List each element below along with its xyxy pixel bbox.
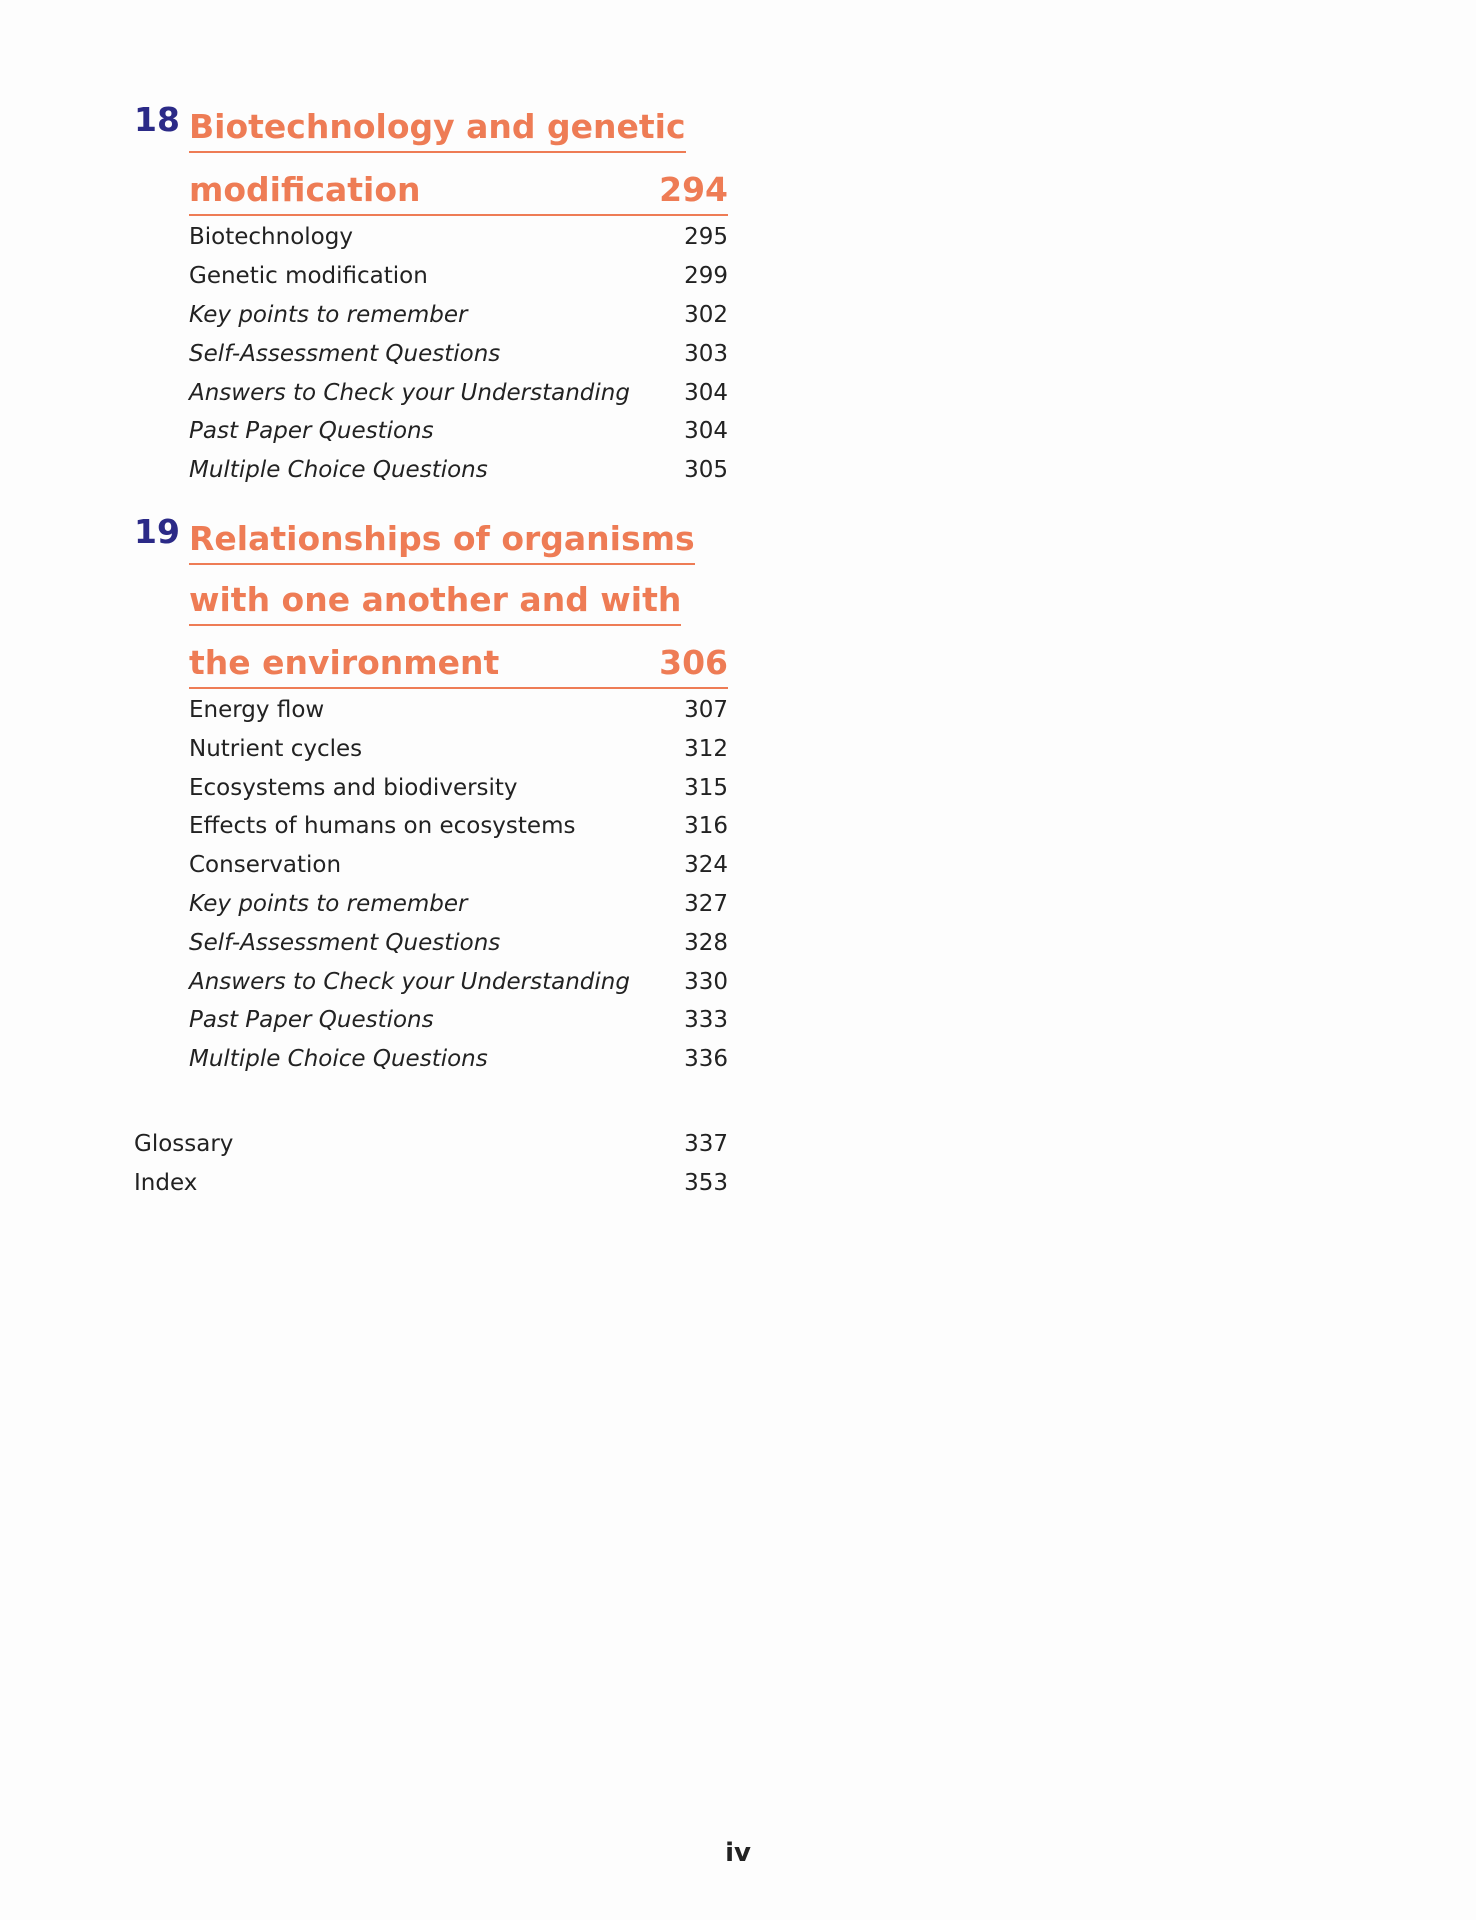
chapter-page-number: 306 [659,642,728,682]
toc-entry[interactable] [189,296,728,335]
toc-entry[interactable] [189,1040,728,1079]
toc-entry[interactable] [189,923,728,962]
toc-entry[interactable] [189,257,728,296]
toc-entry-glossary[interactable] [134,1125,728,1164]
toc-entry[interactable] [189,962,728,1001]
chapter-19 [134,504,728,1079]
entry-label: Index [134,1169,198,1196]
toc-entry[interactable] [189,846,728,885]
table-of-contents [134,92,728,1202]
entry-page: 333 [684,1007,728,1034]
entry-page: 337 [684,1130,728,1157]
entry-page: 312 [684,735,728,762]
entry-label: Self-Assessment Questions [189,340,501,367]
entry-page: 304 [684,418,728,445]
entry-label: Past Paper Questions [189,1007,434,1034]
entry-label: Glossary [134,1130,234,1157]
toc-entry[interactable] [189,218,728,257]
chapter-heading [134,92,728,216]
chapter-title-line: with one another and with [189,577,681,626]
entry-label: Self-Assessment Questions [189,929,501,956]
entry-label: Genetic modification [189,263,428,290]
entry-page: 315 [684,774,728,801]
entry-page: 295 [684,224,728,251]
toc-entry[interactable] [189,451,728,490]
toc-entry[interactable] [189,768,728,807]
toc-entry[interactable] [189,373,728,412]
section-list [189,691,728,1079]
chapter-number: 19 [134,511,180,551]
entry-label: Past Paper Questions [189,418,434,445]
chapter-title[interactable] [189,92,728,216]
chapter-heading [134,504,728,689]
entry-label: Nutrient cycles [189,735,363,762]
entry-page: 324 [684,852,728,879]
section-list [189,218,728,490]
entry-label: Ecosystems and biodiversity [189,774,518,801]
entry-label: Key points to remember [189,890,468,917]
toc-entry[interactable] [189,807,728,846]
chapter-title[interactable] [189,504,728,689]
entry-label: Effects of humans on ecosystems [189,813,576,840]
entry-label: Energy flow [189,696,325,723]
entry-page: 328 [684,929,728,956]
chapter-title-line: Relationships of organisms [189,516,695,565]
entry-page: 330 [684,968,728,995]
entry-page: 336 [684,1046,728,1073]
toc-entry[interactable] [189,885,728,924]
entry-page: 303 [684,340,728,367]
entry-page: 353 [684,1169,728,1196]
entry-page: 302 [684,301,728,328]
entry-label: Biotechnology [189,224,353,251]
toc-entry[interactable] [189,691,728,730]
toc-entry[interactable] [189,1001,728,1040]
entry-page: 327 [684,890,728,917]
entry-label: Multiple Choice Questions [189,457,488,484]
chapter-title-line: modification [189,170,421,209]
chapter-title-line: Biotechnology and genetic [189,104,686,153]
chapter-title-line: the environment [189,642,500,682]
entry-label: Conservation [189,852,342,879]
toc-entry[interactable] [189,729,728,768]
entry-page: 304 [684,379,728,406]
page-folio: iv [725,1838,751,1868]
chapter-page-number: 294 [659,170,728,209]
back-matter [134,1125,728,1203]
entry-label: Answers to Check your Understanding [189,968,630,995]
toc-entry[interactable] [189,412,728,451]
entry-label: Multiple Choice Questions [189,1046,488,1073]
entry-label: Answers to Check your Understanding [189,379,630,406]
toc-entry-index[interactable] [134,1163,728,1202]
entry-label: Key points to remember [189,301,468,328]
entry-page: 316 [684,813,728,840]
chapter-number: 18 [134,100,180,139]
toc-entry[interactable] [189,334,728,373]
entry-page: 305 [684,457,728,484]
entry-page: 307 [684,696,728,723]
entry-page: 299 [684,263,728,290]
chapter-18 [134,92,728,490]
